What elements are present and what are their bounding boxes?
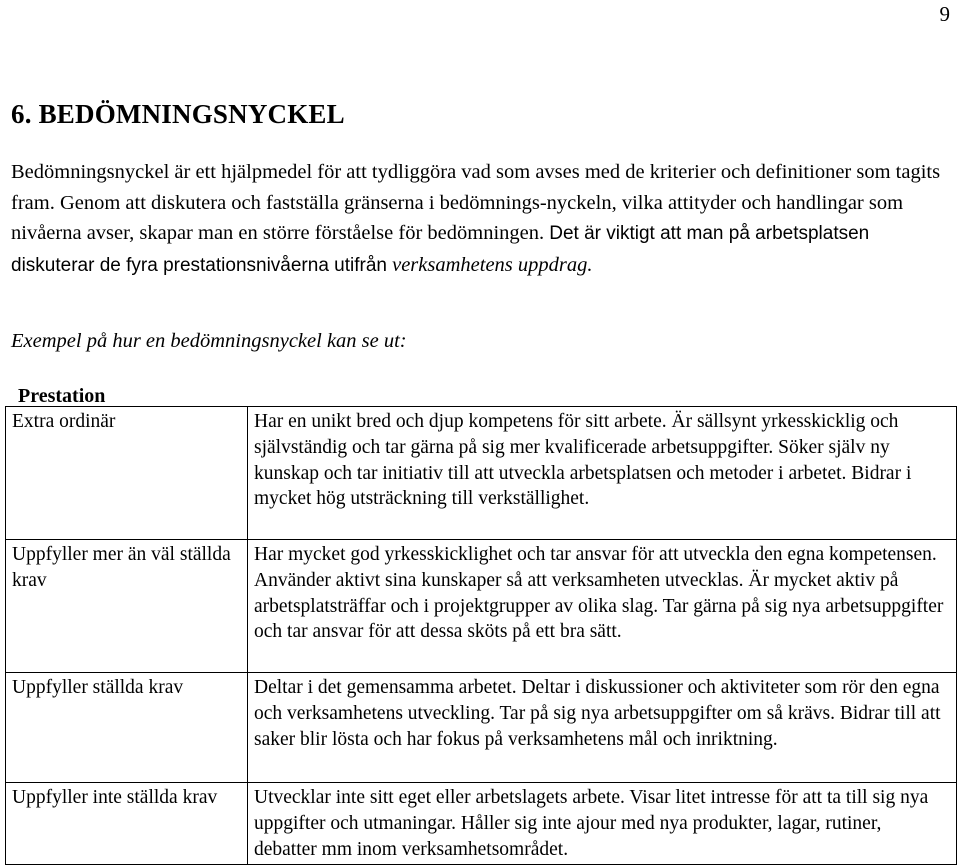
assessment-key-table	[5, 406, 957, 865]
section-heading: 6. BEDÖMNINGSNYCKEL	[11, 99, 345, 129]
prestation-column-header: Prestation	[18, 385, 106, 407]
level-cell: Uppfyller inte ställda krav	[6, 783, 248, 865]
intro-paragraph	[11, 157, 951, 281]
level-cell: Uppfyller ställda krav	[6, 673, 248, 783]
page-number: 9	[939, 2, 950, 26]
table-row	[6, 540, 957, 673]
example-lead: Exempel på hur en bedömningsnyckel kan se ut:	[11, 330, 407, 352]
table-row	[6, 783, 957, 865]
level-cell: Uppfyller mer än väl ställda krav	[6, 540, 248, 673]
level-cell: Extra ordinär	[6, 407, 248, 540]
description-cell: Har en unikt bred och djup kompetens för sitt arbete. Är sällsynt yrkesskicklig och självständig och tar gärna på sig mer kvalificerade arbetsuppgifter. Söker själv ny kunskap och tar initiativ till att utveckla arbetsplatsen och metoder i arbetet. Bidrar i mycket hög utsträckning till verkställighet.	[248, 407, 957, 540]
table-row	[6, 673, 957, 783]
description-cell: Har mycket god yrkesskicklighet och tar ansvar för att utveckla den egna kompetensen. Använder aktivt sina kunskaper så att verksamheten utvecklas. Är mycket aktiv på arbetsplatsträffar och i projektgrupper av olika slag. Tar gärna på sig nya arbetsuppgifter och tar ansvar för att dessa sköts på ett bra sätt.	[248, 540, 957, 673]
description-cell: Deltar i det gemensamma arbetet. Deltar i diskussioner och aktiviteter som rör den egna och verksamhetens utveckling. Tar på sig nya arbetsuppgifter om så krävs. Bidrar till att saker blir lösta och har fokus på verksamhetens mål och inriktning.	[248, 673, 957, 783]
description-cell: Utvecklar inte sitt eget eller arbetslagets arbete. Visar litet intresse för att ta till sig nya uppgifter och utmaningar. Håller sig inte ajour med nya produkter, lagar, rutiner, debatter mm inom verksamhetsområdet.	[248, 783, 957, 865]
intro-text-part-2: Det är viktigt att man på arbetsplatsen diskuterar de fyra prestationsnivåerna utifrån	[11, 223, 870, 276]
table-row	[6, 407, 957, 540]
intro-text-part-1: Bedömningsnyckel är ett hjälpmedel för att tydliggöra vad som avses med de kriterier och definitioner som tagits fram. Genom att diskutera och fastställa gränserna i bedömnings-nyckeln, vilka attityder och handlingar som nivåerna avser, skapar man en större förståelse för bedömningen.	[11, 161, 941, 244]
intro-text-part-3: verksamhetens uppdrag.	[392, 253, 593, 276]
